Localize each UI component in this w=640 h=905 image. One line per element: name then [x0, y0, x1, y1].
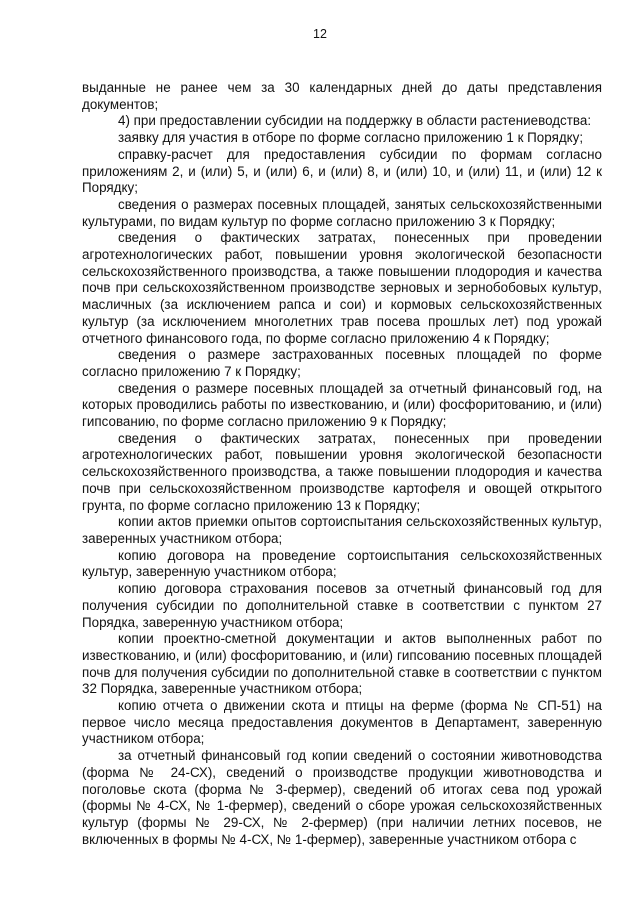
paragraph: копии актов приемки опытов сортоиспытания сельскохозяйственных культур, заверенных участником отбора;: [82, 514, 602, 546]
paragraph: копию отчета о движении скота и птицы на ферме (форма № СП-51) на первое число месяца предоставления документов в Департамент, заверенную участником отбора;: [82, 698, 602, 747]
paragraph: сведения о размере застрахованных посевных площадей по форме согласно приложению 7 к Порядку;: [82, 347, 602, 379]
paragraph: выданные не ранее чем за 30 календарных дней до даты представления документов;: [82, 80, 602, 112]
paragraph: сведения о размерах посевных площадей, занятых сельскохозяйственными культурами, по видам культур по форме согласно приложению 3 к Порядку;: [82, 196, 602, 229]
paragraph: справку-расчет для предоставления субсидии по формам согласно приложениям 2, и (или) 5, и (или) 6, и (или) 8, и (или) 10, и (или) 11, и (или) 12 к Порядку;: [82, 146, 602, 196]
paragraph: сведения о размере посевных площадей за отчетный финансовый год, на которых проводились работы по известкованию, и (или) фосфоритованию, и (или) гипсованию, по форме согласно приложению 9 к Порядку;: [82, 380, 602, 430]
page-number: 12: [313, 27, 327, 41]
paragraph: сведения о фактических затратах, понесенных при проведении агротехнологических работ, повышении уровня экологической безопасности сельскохозяйственного производства, а также повышении плодородия и качества почв при сельскохозяйственном производстве зерновых и зернобобовых культур, масличных (за исключением рапса и сои) и кормовых сельскохозяйственных культур (за исключением многолетних трав посева прошлых лет) под урожай отчетного финансового года, по форме согласно приложению 4 к Порядку;: [82, 230, 602, 346]
paragraph: заявку для участия в отборе по форме согласно приложению 1 к Порядку;: [118, 130, 584, 146]
paragraph: сведения о фактических затратах, понесенных при проведении агротехнологических работ, повышении уровня экологической безопасности сельскохозяйственного производства, а также повышении плодородия и качества почв при сельскохозяйственном производстве картофеля и овощей открытого грунта, по форме согласно приложению 13 к Порядку;: [82, 430, 602, 513]
document-body: [82, 80, 602, 848]
paragraph: копию договора страхования посевов за отчетный финансовый год для получения субсидии по дополнительной ставке в соответствии с пунктом 27 Порядка, заверенную участником отбора;: [82, 581, 602, 630]
paragraph: 4) при предоставлении субсидии на поддержку в области растениеводства:: [118, 113, 592, 129]
paragraph: за отчетный финансовый год копии сведений о состоянии животноводства (форма № 24-СХ), сведений о производстве продукции животноводства и поголовье скота (форма № 3-фермер), сведений об итогах сева под урожай (формы № 4-СХ, № 1-фермер), сведений о сборе урожая сельскохозяйственных культур (формы № 29-СХ, № 2-фермер) (при наличии летних посевов, не включенных в формы № 4-СХ, № 1-фермер), заверенные участником отбора с: [82, 748, 602, 847]
paragraph: копии проектно-сметной документации и актов выполненных работ по известкованию, и (или) фосфоритованию, и (или) гипсованию посевных площадей почв для получения субсидии по дополнительной ставке в соответствии с пунктом 32 Порядка, заверенные участником отбора;: [82, 631, 602, 697]
paragraph: копию договора на проведение сортоиспытания сельскохозяйственных культур, заверенную участником отбора;: [82, 547, 602, 580]
